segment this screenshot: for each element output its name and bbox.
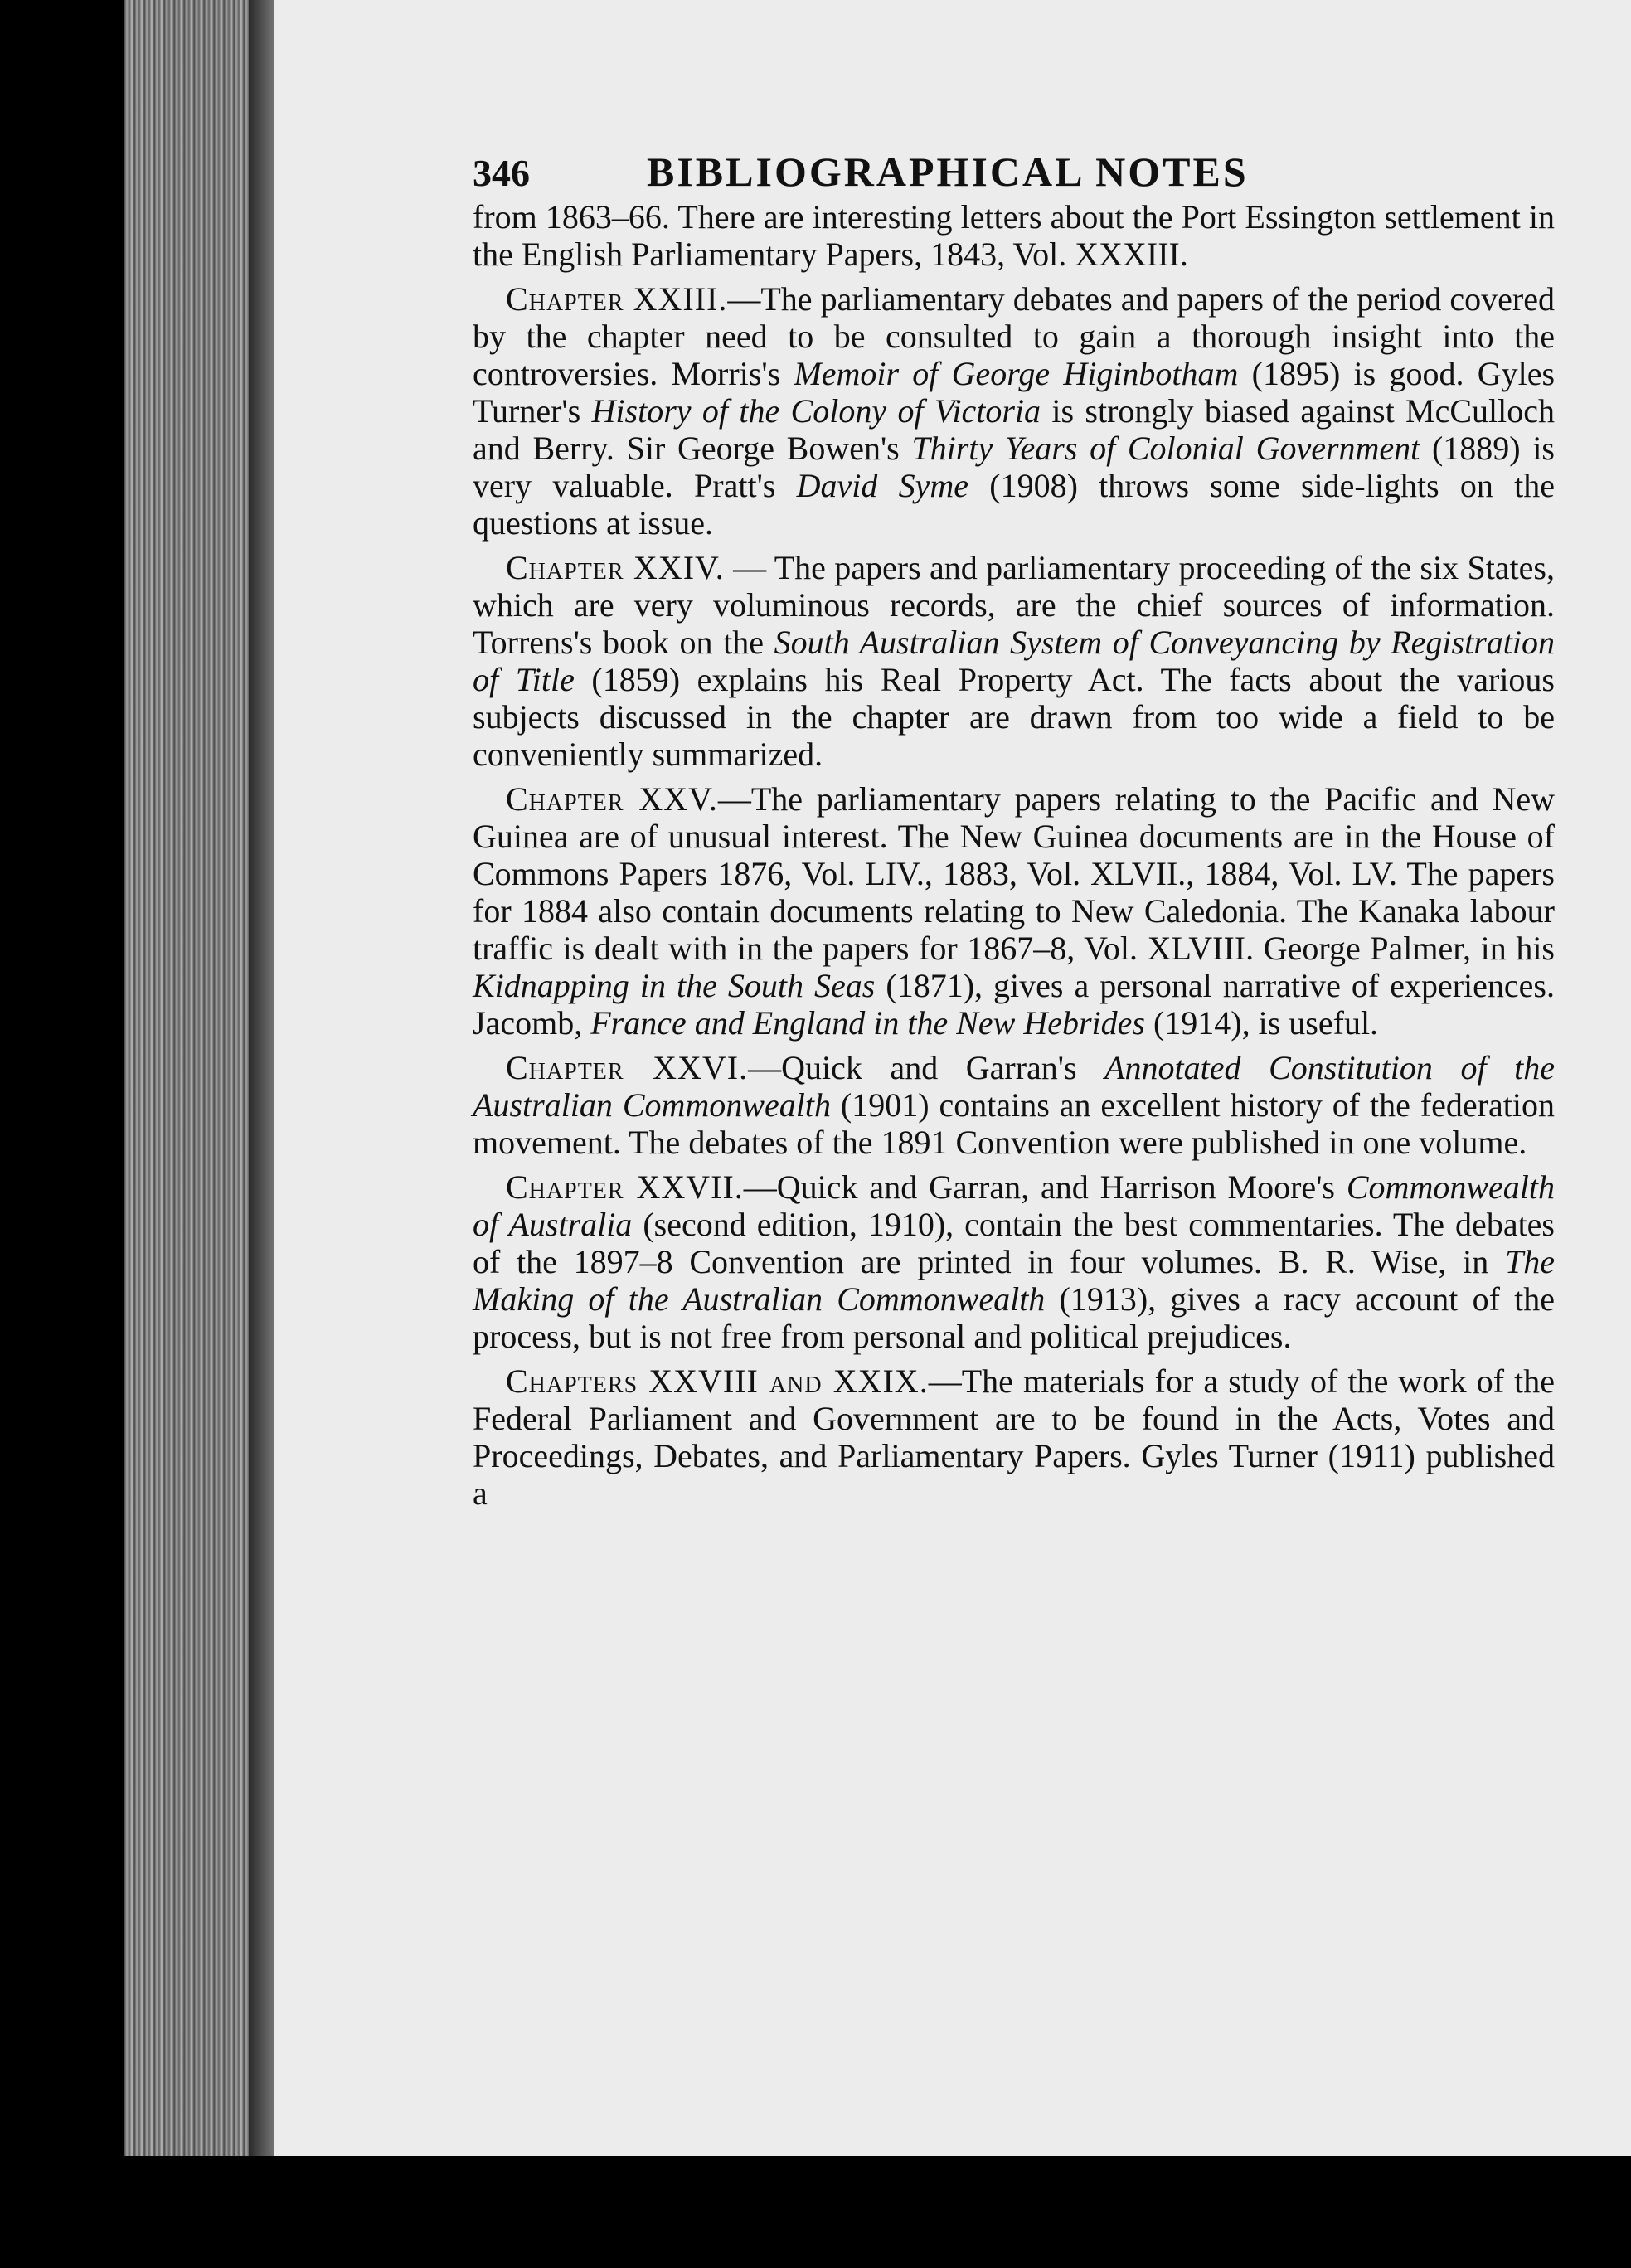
running-head: BIBLIOGRAPHICAL NOTES	[647, 148, 1249, 195]
chapter-heading: Chapter XXV.	[506, 780, 718, 818]
book-title: Memoir of George Higinbotham	[794, 355, 1239, 392]
book-title: The Making of the Australian Commonwealth	[473, 1243, 1555, 1318]
paragraph-text: (1908) throws some side-lights on the questions at issue.	[473, 467, 1555, 542]
paragraph-text: —Quick and Garran, and Harrison Moore's	[743, 1168, 1347, 1206]
paragraph-chapter-xxvii	[473, 1168, 1555, 1355]
book-title: South Australian System of Conveyancing by Registration of Title	[473, 624, 1555, 698]
book-title: Annotated Constitution of the Australian Commonwealth	[473, 1049, 1555, 1124]
chapter-heading: Chapters XXVIII and XXIX.	[506, 1362, 929, 1400]
page-number: 346	[473, 152, 530, 194]
book-title: History of the Colony of Victoria	[591, 392, 1041, 430]
paragraph-text: —The parliamentary papers relating to the Pacific and New Guinea are of unusual interest. The New Guinea documents are in the House of Commons Papers 1876, Vol. LIV., 1883, Vol. XLVII., 1884, Vol. LV. The papers for 1884 also contain documents relating to New Caledonia. The Kanaka labour traffic is dealt with in the papers for 1867–8, Vol. XLVIII. George Palmer, in his	[473, 780, 1555, 967]
paragraph-chapter-xxiv	[473, 549, 1555, 773]
paragraph-text: —The materials for a study of the work of the Federal Parliament and Government are to be found in the Acts, Votes and Proceedings, Debates, and Parliamentary Papers. Gyles Turner (1911) published a	[473, 1362, 1555, 1512]
paragraph-continuation	[473, 198, 1555, 273]
book-title: Kidnapping in the South Seas	[473, 967, 876, 1004]
chapter-heading: Chapter XXVI.	[506, 1049, 749, 1086]
paragraph-text: (1913), gives a racy account of the process, but is not free from personal and political prejudices.	[473, 1280, 1556, 1355]
page-content	[473, 148, 1556, 1519]
paragraph-text: (1889) is very valuable. Pratt's	[473, 430, 1555, 504]
book-title: France and England in the New Hebrides	[590, 1004, 1145, 1042]
chapter-heading: Chapter XXVII.	[506, 1168, 744, 1206]
book-title: David Syme	[796, 467, 969, 504]
paragraph-text: from 1863–66. There are interesting letters about the Port Essington settlement in the English Parliamentary Papers, 1843, Vol. XXXIII.	[473, 198, 1555, 273]
paragraph-text: — The papers and parliamentary proceeding of the six States, which are very voluminous records, are the chief sources of information. Torrens's book on the	[473, 549, 1555, 661]
paragraph-text: —Quick and Garran's	[748, 1049, 1105, 1086]
paragraph-text: (1901) contains an excellent history of the federation movement. The debates of the 1891 Convention were published in one volume.	[473, 1086, 1555, 1161]
paragraph-text: (1895) is good. Gyles Turner's	[473, 355, 1556, 430]
paragraph-text: (1859) explains his Real Property Act. The facts about the various subjects discussed in the chapter are drawn from too wide a field to be conveniently summarized.	[473, 661, 1556, 773]
paragraph-text: —The parliamentary debates and papers of the period covered by the chapter need to be consulted to gain a thorough insight into the controversies. Morris's	[473, 280, 1556, 392]
paragraph-chapter-xxiii	[473, 280, 1555, 542]
paragraph-chapter-xxv	[473, 780, 1555, 1042]
chapter-heading: Chapter XXIV.	[506, 549, 725, 586]
paragraph-text: is strongly biased against McCulloch and Berry. Sir George Bowen's	[473, 392, 1556, 467]
book-title: Thirty Years of Colonial Government	[911, 430, 1420, 467]
paragraph-chapter-xxvi	[473, 1049, 1555, 1161]
paragraph-text: (1871), gives a personal narrative of experiences. Jacomb,	[473, 967, 1555, 1042]
chapter-heading: Chapter XXIII.	[506, 280, 728, 318]
book-title: Commonwealth of Australia	[473, 1168, 1555, 1243]
body-text	[473, 198, 1555, 1512]
paragraph-text: (second edition, 1910), contain the best commentaries. The debates of the 1897–8 Convention are printed in four volumes. B. R. Wise, in	[473, 1206, 1556, 1280]
paragraph-chapters-xxviii-xxix	[473, 1362, 1555, 1512]
page-header	[473, 148, 1555, 195]
paragraph-text: (1914), is useful.	[1144, 1004, 1379, 1042]
